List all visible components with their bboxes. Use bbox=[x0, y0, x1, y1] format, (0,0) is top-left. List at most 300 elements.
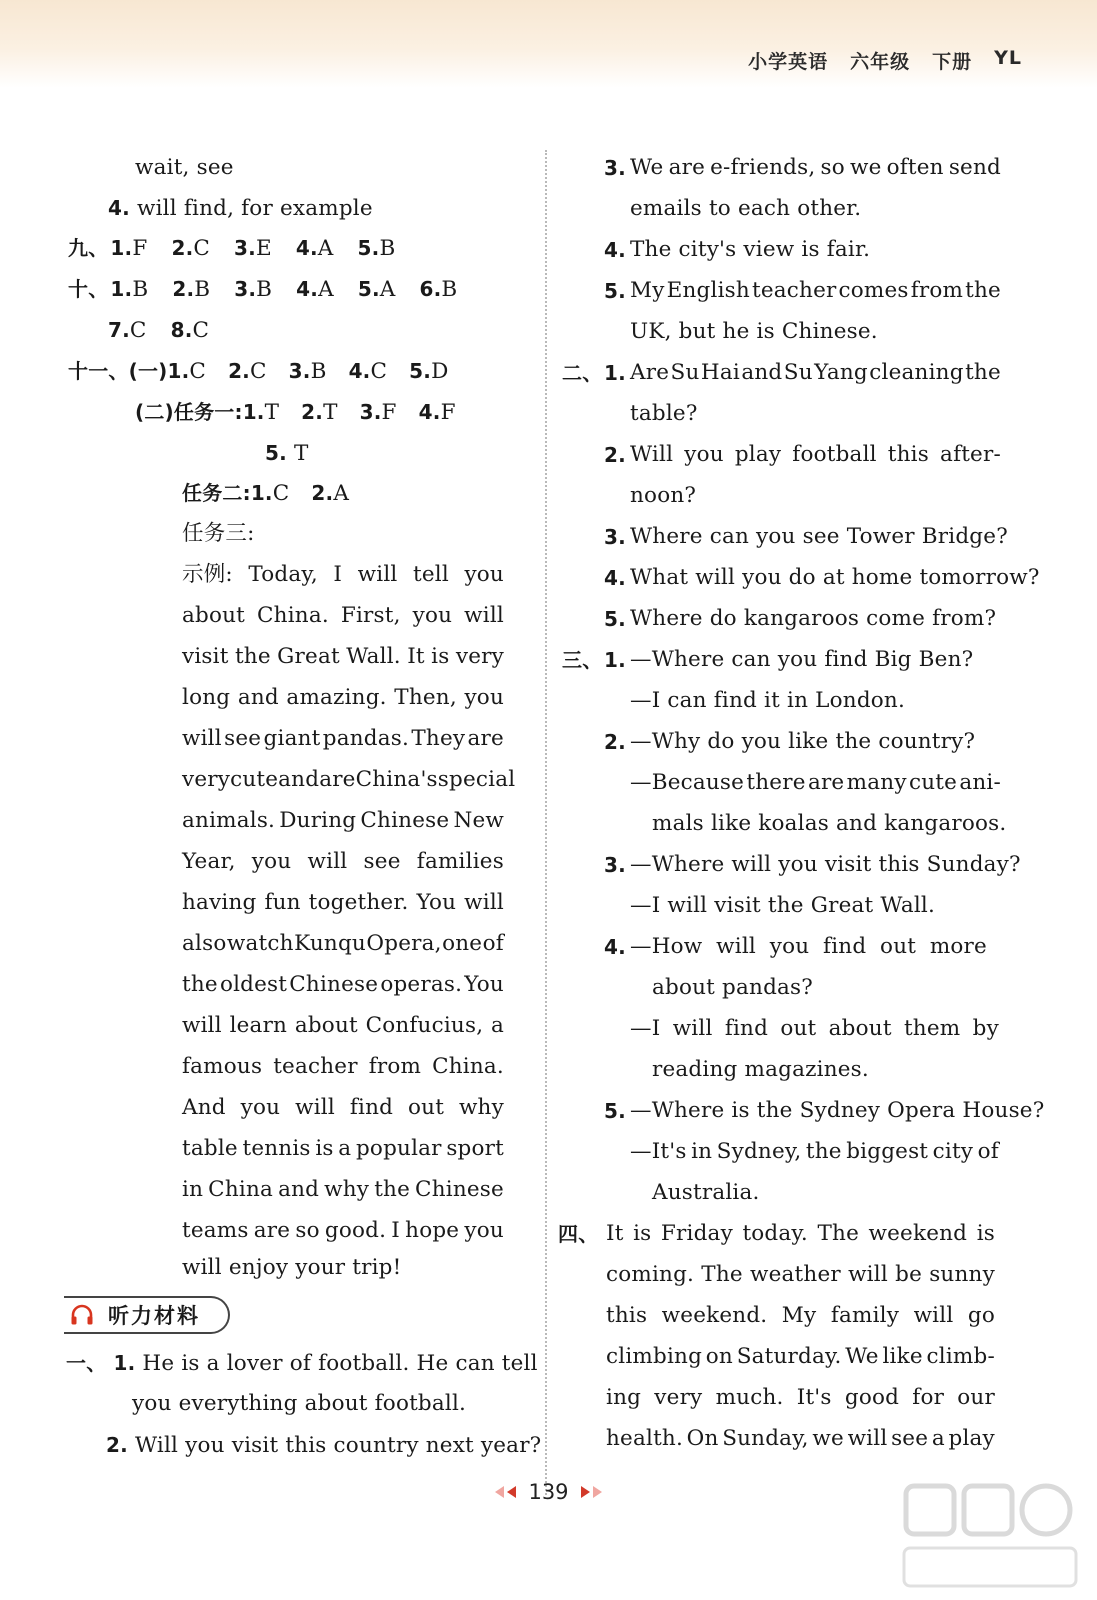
listening-line: you everything about football. bbox=[132, 1391, 467, 1416]
answer-item bbox=[409, 355, 448, 388]
justified-line bbox=[182, 1010, 504, 1042]
item-number: 5. bbox=[604, 1099, 626, 1123]
section-10 bbox=[68, 273, 457, 306]
word: you bbox=[240, 1095, 281, 1120]
word: will bbox=[307, 849, 348, 874]
word: about bbox=[828, 1016, 892, 1041]
answer-item bbox=[251, 477, 290, 510]
answer-value: F bbox=[132, 236, 148, 261]
word: the bbox=[965, 278, 1001, 303]
answer-item bbox=[167, 355, 206, 388]
answer-item bbox=[108, 314, 147, 347]
answer-value: T bbox=[323, 400, 338, 425]
answer-item bbox=[419, 273, 457, 306]
word: Today, bbox=[248, 562, 318, 587]
justified-line bbox=[182, 641, 504, 673]
word: will bbox=[357, 562, 398, 587]
word: are bbox=[467, 726, 504, 751]
item-number: 1. bbox=[113, 1351, 136, 1375]
answer-value: A bbox=[318, 277, 334, 302]
justified-line bbox=[182, 1051, 504, 1083]
word: go bbox=[967, 1303, 995, 1328]
justified-line bbox=[606, 1341, 995, 1373]
word: biggest bbox=[846, 1139, 929, 1164]
item-number: 1. bbox=[604, 648, 626, 672]
word: oldest bbox=[219, 972, 288, 997]
header-edition: YL bbox=[994, 47, 1022, 69]
word: Are bbox=[630, 360, 670, 385]
word: Chinese bbox=[289, 972, 379, 997]
justified-line bbox=[606, 1218, 995, 1250]
section-11 bbox=[68, 355, 449, 388]
word: will bbox=[295, 1095, 335, 1120]
word: send bbox=[948, 155, 1001, 180]
word: operas. bbox=[380, 972, 463, 997]
item-number: 6. bbox=[419, 277, 442, 301]
justified-line bbox=[182, 887, 504, 919]
justified-line bbox=[182, 559, 504, 591]
item-number: 5. bbox=[265, 441, 287, 465]
word: you bbox=[684, 442, 724, 467]
word: coming. bbox=[606, 1262, 695, 1287]
justified-line bbox=[606, 1300, 995, 1332]
answer-item bbox=[234, 232, 272, 265]
word: out bbox=[408, 1095, 445, 1120]
word: Chinese bbox=[360, 808, 450, 833]
word: Su bbox=[783, 360, 813, 385]
item-number: 3. bbox=[604, 156, 626, 180]
text-line: about pandas? bbox=[652, 975, 814, 1000]
essay-line: will enjoy your trip! bbox=[182, 1255, 402, 1280]
word: You bbox=[416, 890, 457, 915]
word: will bbox=[848, 1262, 888, 1287]
item-number: 4. bbox=[108, 196, 130, 220]
word: will bbox=[182, 726, 222, 751]
word: good. bbox=[324, 1218, 387, 1243]
answer-group bbox=[243, 396, 456, 429]
word: learn bbox=[229, 1013, 288, 1038]
word: from bbox=[368, 1054, 422, 1079]
item-number: 4. bbox=[604, 238, 626, 262]
word: teacher bbox=[273, 1054, 358, 1079]
word: —How bbox=[630, 934, 703, 959]
word: Opera, bbox=[366, 931, 442, 956]
section-label: 一、 bbox=[66, 1351, 107, 1375]
word: is bbox=[976, 1221, 995, 1246]
word: 示例: bbox=[182, 562, 233, 587]
item-number: 1. bbox=[110, 277, 133, 301]
word: so bbox=[820, 155, 845, 180]
justified-line bbox=[182, 1174, 504, 1206]
justified-line bbox=[182, 846, 504, 878]
answer-item bbox=[358, 273, 396, 306]
word: and bbox=[278, 767, 320, 792]
word: in bbox=[691, 1139, 713, 1164]
answer-group bbox=[108, 314, 209, 347]
word: You bbox=[464, 972, 504, 997]
word: tell bbox=[413, 562, 449, 587]
header-volume: 下册 bbox=[932, 51, 973, 73]
task-1-continued bbox=[265, 437, 309, 470]
word: the bbox=[234, 644, 271, 669]
item-number: 2. bbox=[106, 1433, 128, 1457]
item-number: 3. bbox=[359, 400, 382, 424]
word: we bbox=[849, 155, 882, 180]
word: It bbox=[407, 644, 425, 669]
word: be bbox=[895, 1262, 922, 1287]
answer-value: T bbox=[264, 400, 280, 425]
word: I bbox=[391, 1218, 400, 1243]
text-line: UK, but he is Chinese. bbox=[630, 319, 878, 344]
text-line: Where can you see Tower Bridge? bbox=[630, 524, 1008, 549]
justified-line bbox=[606, 1382, 995, 1414]
item-number: 5. bbox=[604, 279, 626, 303]
word: families bbox=[416, 849, 504, 874]
text-line: Australia. bbox=[652, 1180, 760, 1205]
word: animals. bbox=[182, 808, 276, 833]
answer-item bbox=[243, 396, 279, 429]
badge-label: 听力材料 bbox=[108, 1304, 200, 1328]
word: Friday bbox=[660, 1221, 733, 1246]
listening-line bbox=[106, 1429, 541, 1462]
word: good bbox=[844, 1385, 900, 1410]
justified-line bbox=[182, 600, 504, 632]
word: will bbox=[847, 1426, 888, 1451]
word: about bbox=[182, 603, 246, 628]
word: more bbox=[929, 934, 987, 959]
word: will bbox=[716, 934, 756, 959]
word: watch bbox=[226, 931, 294, 956]
word: e-friends, bbox=[710, 155, 816, 180]
text-line: —Where will you visit this Sunday? bbox=[630, 852, 1021, 877]
listening-line bbox=[66, 1347, 538, 1380]
justified-line bbox=[606, 1423, 995, 1455]
word: China. bbox=[257, 603, 329, 628]
item-number: 2. bbox=[171, 236, 194, 260]
word: Kunqu bbox=[294, 931, 366, 956]
justified-line bbox=[182, 723, 504, 755]
word: tennis bbox=[242, 1136, 311, 1161]
answer-item bbox=[234, 273, 272, 306]
word: find bbox=[823, 934, 867, 959]
word: out bbox=[880, 934, 917, 959]
word: visit bbox=[182, 644, 229, 669]
word: also bbox=[182, 931, 227, 956]
word: They bbox=[411, 726, 466, 751]
item-number: 5. bbox=[357, 277, 380, 301]
justified-line bbox=[182, 928, 504, 960]
word: very bbox=[182, 767, 231, 792]
word: teacher bbox=[752, 278, 837, 303]
word: It's bbox=[796, 1385, 832, 1410]
word: city bbox=[932, 1139, 974, 1164]
item-number: 5. bbox=[357, 236, 380, 260]
word: popular bbox=[355, 1136, 442, 1161]
item-number: 2. bbox=[604, 730, 626, 754]
answer-line: wait, see bbox=[135, 155, 234, 180]
item-number: 3. bbox=[288, 359, 311, 383]
answer-item bbox=[358, 232, 396, 265]
task-label: 任务二: bbox=[182, 481, 251, 505]
word: Yang bbox=[814, 360, 868, 385]
item-number: 1. bbox=[604, 361, 626, 385]
item-number: 4. bbox=[604, 935, 626, 959]
header-grade: 六年级 bbox=[850, 51, 911, 73]
page-number: 139 bbox=[528, 1480, 569, 1504]
answer-value: C bbox=[129, 318, 147, 343]
item-number: 2. bbox=[228, 359, 250, 383]
item-number: 2. bbox=[604, 443, 626, 467]
answer-item bbox=[228, 355, 267, 388]
item-number: 1. bbox=[110, 236, 133, 260]
justified-line bbox=[182, 1215, 504, 1247]
justified-line bbox=[182, 1092, 504, 1124]
word: the bbox=[182, 972, 218, 997]
word: and bbox=[278, 1177, 320, 1202]
word: My bbox=[630, 278, 665, 303]
justified-line bbox=[630, 357, 1001, 389]
word: weekend. bbox=[661, 1303, 768, 1328]
word: During bbox=[279, 808, 357, 833]
listening-text: He is a lover of football. He can tell bbox=[142, 1351, 538, 1376]
word: We bbox=[630, 155, 664, 180]
word: a bbox=[490, 1013, 504, 1038]
text-line: The city's view is fair. bbox=[630, 237, 871, 262]
word: teams bbox=[182, 1218, 249, 1243]
text-line: —Where is the Sydney Opera House? bbox=[630, 1098, 1045, 1123]
word: of bbox=[977, 1139, 999, 1164]
word: very bbox=[455, 644, 504, 669]
justified-line bbox=[182, 805, 504, 837]
word: cute bbox=[908, 770, 958, 795]
justified-line bbox=[630, 275, 1001, 307]
word: family bbox=[830, 1303, 900, 1328]
word: On bbox=[686, 1426, 719, 1451]
word: Su bbox=[670, 360, 700, 385]
word: together. bbox=[308, 890, 409, 915]
word: why bbox=[324, 1177, 370, 1202]
word: there bbox=[746, 770, 806, 795]
justified-line bbox=[630, 1013, 999, 1045]
word: is bbox=[633, 1221, 652, 1246]
word: will bbox=[913, 1303, 954, 1328]
word: —It's bbox=[630, 1139, 687, 1164]
item-number: 3. bbox=[234, 277, 257, 301]
word: you bbox=[251, 849, 292, 874]
answer-value: E bbox=[255, 236, 272, 261]
word: on bbox=[705, 1344, 733, 1369]
word: are bbox=[668, 155, 705, 180]
item-number: 5. bbox=[409, 359, 432, 383]
word: this bbox=[606, 1303, 648, 1328]
column-divider bbox=[545, 150, 547, 1495]
word: play bbox=[734, 442, 782, 467]
word: are bbox=[253, 1218, 291, 1243]
word: from bbox=[910, 278, 964, 303]
answer-line bbox=[108, 192, 373, 225]
task-3-label: 任务三: bbox=[182, 521, 255, 546]
word: you bbox=[769, 934, 810, 959]
word: is bbox=[431, 644, 450, 669]
word: of bbox=[482, 931, 504, 956]
word: football bbox=[792, 442, 877, 467]
word: climbing bbox=[606, 1344, 703, 1369]
item-number: 7. bbox=[108, 318, 130, 342]
answer-value: A bbox=[317, 236, 334, 261]
word: I bbox=[333, 562, 343, 587]
word: a bbox=[931, 1426, 945, 1451]
section-label: 四、 bbox=[558, 1222, 599, 1246]
word: in bbox=[182, 1177, 204, 1202]
text-line: emails to each other. bbox=[630, 196, 862, 221]
task-label: (二)任务一: bbox=[135, 400, 243, 424]
item-number: 4. bbox=[348, 359, 371, 383]
answer-value: C bbox=[272, 481, 290, 506]
section-label: 九、 bbox=[68, 236, 109, 260]
text-line: noon? bbox=[630, 483, 697, 508]
item-number: 8. bbox=[170, 318, 193, 342]
word: the bbox=[374, 1177, 410, 1202]
word: special bbox=[437, 767, 516, 792]
item-number: 3. bbox=[604, 853, 626, 877]
word: having bbox=[182, 890, 257, 915]
justified-line bbox=[606, 1259, 995, 1291]
item-number: 1. bbox=[242, 400, 265, 424]
word: are bbox=[807, 770, 845, 795]
word: Hai bbox=[700, 360, 740, 385]
text-line: reading magazines. bbox=[652, 1057, 869, 1082]
justified-line bbox=[630, 439, 1001, 471]
item-number: 4. bbox=[296, 277, 319, 301]
word: today. bbox=[742, 1221, 808, 1246]
item-number: 2. bbox=[172, 277, 195, 301]
word: see bbox=[363, 849, 401, 874]
word: Sunday, bbox=[722, 1426, 809, 1451]
word: ani- bbox=[959, 770, 1001, 795]
answer-group bbox=[167, 355, 448, 388]
listening-material-badge bbox=[64, 1296, 230, 1334]
answer-text: will find, for example bbox=[136, 196, 373, 221]
text-line: —Why do you like the country? bbox=[630, 729, 976, 754]
word: we bbox=[812, 1426, 844, 1451]
word: many bbox=[846, 770, 907, 795]
word: English bbox=[666, 278, 750, 303]
word: Great bbox=[277, 644, 340, 669]
word: so bbox=[295, 1218, 320, 1243]
word: The bbox=[817, 1221, 859, 1246]
word: why bbox=[458, 1095, 504, 1120]
answer-item bbox=[311, 477, 349, 510]
word: cleaning bbox=[869, 360, 964, 385]
word: China's bbox=[355, 767, 438, 792]
listening-text: Will you visit this country next year? bbox=[134, 1433, 542, 1458]
word: sport bbox=[446, 1136, 504, 1161]
item-number: 4. bbox=[604, 566, 626, 590]
word: The bbox=[701, 1262, 743, 1287]
answer-item bbox=[296, 232, 334, 265]
answer-value: B bbox=[379, 236, 396, 261]
answer-value: B bbox=[132, 277, 149, 302]
answer-value: B bbox=[310, 359, 327, 384]
word: will bbox=[182, 1013, 222, 1038]
word: you bbox=[464, 1218, 504, 1243]
justified-line bbox=[630, 1136, 999, 1168]
answer-value: B bbox=[194, 277, 211, 302]
text-line: What will you do at home tomorrow? bbox=[630, 565, 1040, 590]
word: comes bbox=[838, 278, 909, 303]
word: and bbox=[237, 685, 279, 710]
answer-group bbox=[110, 273, 457, 306]
word: hope bbox=[405, 1218, 460, 1243]
word: them bbox=[903, 1016, 961, 1041]
item-number: 4. bbox=[295, 236, 318, 260]
word: the bbox=[805, 1139, 842, 1164]
item-number: 5. bbox=[604, 607, 626, 631]
word: about bbox=[294, 1013, 358, 1038]
word: you bbox=[412, 603, 453, 628]
answer-value: T bbox=[293, 441, 309, 466]
word: our bbox=[957, 1385, 995, 1410]
section-label: 三、 bbox=[562, 648, 603, 672]
word: and bbox=[741, 360, 783, 385]
justified-line bbox=[630, 152, 1001, 184]
justified-line bbox=[182, 764, 516, 796]
answer-value: C bbox=[193, 236, 211, 261]
word: see bbox=[224, 726, 262, 751]
word: for bbox=[912, 1385, 945, 1410]
word: Will bbox=[630, 442, 674, 467]
word: after- bbox=[940, 442, 1001, 467]
headphones-icon bbox=[70, 1304, 94, 1326]
answer-item bbox=[289, 355, 327, 388]
justified-line bbox=[630, 931, 987, 963]
word: this bbox=[887, 442, 929, 467]
word: China. bbox=[432, 1054, 504, 1079]
answer-value: F bbox=[381, 400, 397, 425]
word: cute bbox=[230, 767, 279, 792]
answer-value: B bbox=[441, 277, 458, 302]
word: sunny bbox=[929, 1262, 995, 1287]
text-line: Where do kangaroos come from? bbox=[630, 606, 997, 631]
answer-item bbox=[171, 232, 210, 265]
word: by bbox=[972, 1016, 999, 1041]
word: weather bbox=[750, 1262, 841, 1287]
word: weekend bbox=[868, 1221, 968, 1246]
word: table bbox=[182, 1136, 238, 1161]
text-line: mals like koalas and kangaroos. bbox=[652, 811, 1007, 836]
word: ing bbox=[606, 1385, 642, 1410]
word: climb- bbox=[926, 1344, 995, 1369]
answer-value: C bbox=[189, 359, 207, 384]
answer-item bbox=[110, 273, 148, 306]
item-number: 3. bbox=[234, 236, 256, 260]
word: —I bbox=[630, 1016, 661, 1041]
word: It bbox=[606, 1221, 624, 1246]
word: Sydney, bbox=[716, 1139, 802, 1164]
word: And bbox=[182, 1095, 226, 1120]
word: Confucius, bbox=[365, 1013, 484, 1038]
word: one bbox=[442, 931, 483, 956]
item-number: 2. bbox=[311, 481, 334, 505]
section-10-continued bbox=[108, 314, 209, 347]
justified-line bbox=[630, 767, 1001, 799]
section-9 bbox=[68, 232, 395, 265]
item-number: 4. bbox=[418, 400, 441, 424]
word: Then, bbox=[394, 685, 457, 710]
word: pandas. bbox=[322, 726, 410, 751]
word: fun bbox=[264, 890, 301, 915]
word: Year, bbox=[182, 849, 236, 874]
